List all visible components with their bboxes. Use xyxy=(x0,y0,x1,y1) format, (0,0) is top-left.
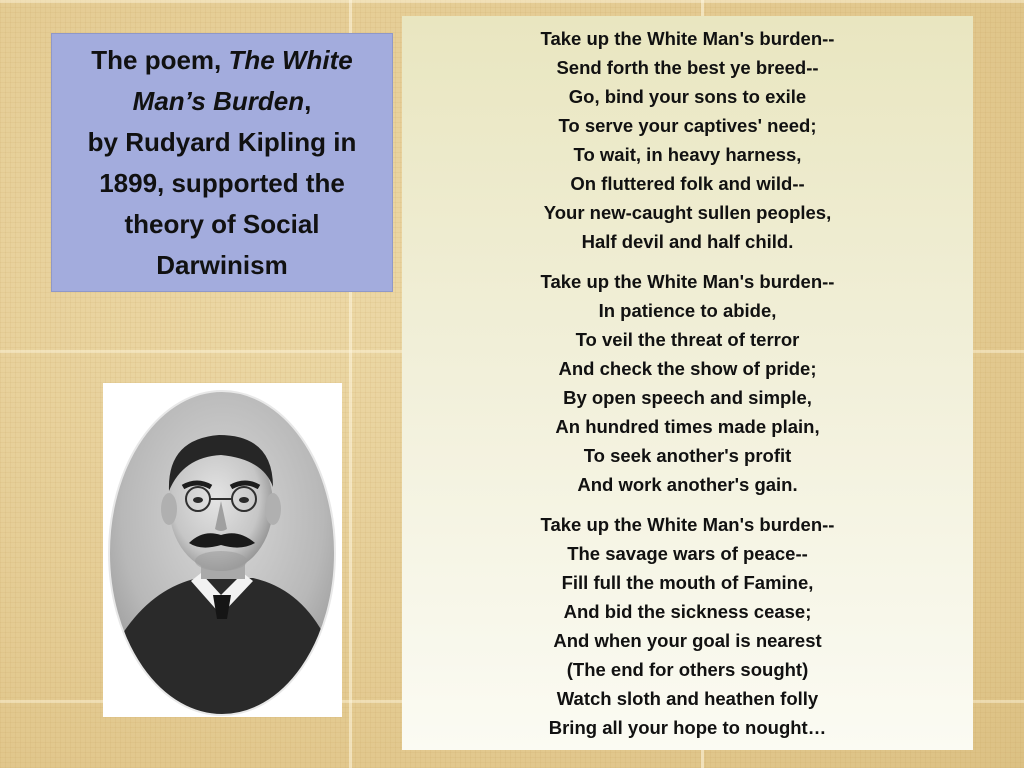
slide-title xyxy=(66,40,378,286)
poem-line: To serve your captives' need; xyxy=(558,115,817,136)
portrait-photo xyxy=(103,383,342,717)
title-comma: , xyxy=(304,85,312,116)
stanza-2 xyxy=(402,267,973,499)
title-subtext: by Rudyard Kipling in 1899, supported the theory of Social Darwinism xyxy=(87,126,357,280)
poem-line: Your new-caught sullen peoples, xyxy=(543,202,832,223)
poem-name: The White Man’s Burden xyxy=(132,44,353,116)
poem-line: And bid the sickness cease; xyxy=(563,601,812,622)
poem-line: (The end for others sought) xyxy=(566,659,809,680)
poem-line: An hundred times made plain, xyxy=(555,416,820,437)
poem-line: To seek another's profit xyxy=(583,445,792,466)
poem-line: Bring all your hope to nought… xyxy=(548,717,827,738)
kipling-portrait xyxy=(103,383,342,717)
poem-line: Send forth the best ye breed-- xyxy=(556,57,819,78)
poem-line: And check the show of pride; xyxy=(558,358,817,379)
poem-line: Go, bind your sons to exile xyxy=(568,86,807,107)
title-box xyxy=(51,33,393,292)
poem-line: On fluttered folk and wild-- xyxy=(570,173,805,194)
poem-panel xyxy=(402,16,973,750)
poem-line: To wait, in heavy harness, xyxy=(573,144,802,165)
poem-line: Take up the White Man's burden-- xyxy=(540,271,835,292)
poem-line: To veil the threat of terror xyxy=(575,329,800,350)
poem-line: Take up the White Man's burden-- xyxy=(540,514,835,535)
poem-line: And work another's gain. xyxy=(577,474,798,495)
title-prefix: The poem, xyxy=(91,44,229,75)
poem-line: By open speech and simple, xyxy=(563,387,812,408)
poem-line: In patience to abide, xyxy=(598,300,777,321)
stanza-3 xyxy=(402,510,973,742)
stanza-1 xyxy=(402,24,973,256)
poem-line: The savage wars of peace-- xyxy=(567,543,808,564)
poem-line: Fill full the mouth of Famine, xyxy=(561,572,814,593)
poem-line: And when your goal is nearest xyxy=(553,630,822,651)
poem-line: Watch sloth and heathen folly xyxy=(556,688,819,709)
poem-line: Half devil and half child. xyxy=(581,231,794,252)
poem-line: Take up the White Man's burden-- xyxy=(540,28,835,49)
